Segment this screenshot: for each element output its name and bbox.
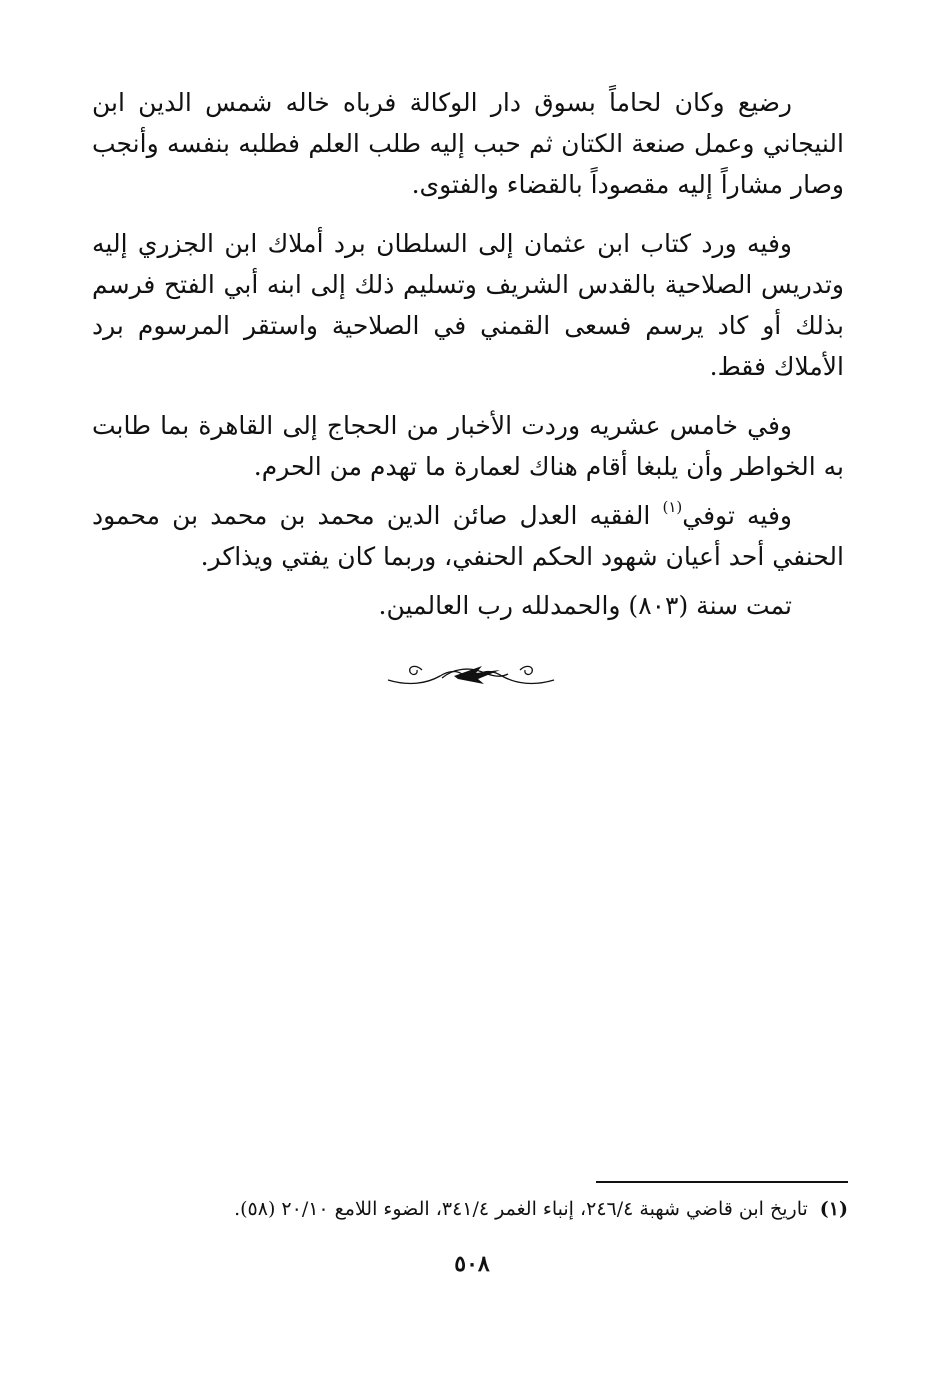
footnote-number: (١): [819, 1198, 848, 1220]
closing-line: تمت سنة (٨٠٣) والحمدلله رب العالمين.: [378, 591, 792, 620]
footnote: [130, 1195, 848, 1223]
page-number: ٥٠٨: [454, 1251, 490, 1277]
footnote-divider: [596, 1181, 848, 1183]
paragraph-text: وفيه توفي: [682, 501, 792, 530]
paragraph: [92, 495, 844, 577]
decorative-flourish-icon: [382, 658, 560, 690]
paragraph: رضيع وكان لحاماً بسوق دار الوكالة فرباه خاله شمس الدين ابن النيجاني وعمل صنعة الكتان ثم حبب إليه طلب العلم فطلبه بنفسه وأنجب وصار مشاراً إليه مقصوداً بالقضاء والفتوى.: [92, 88, 844, 199]
paragraph-text: الفقيه العدل صائن الدين محمد بن محمد بن محمود الحنفي أحد أعيان شهود الحكم الحنفي، وربما كان يفتي ويذاكر.: [92, 501, 844, 571]
paragraph: وفيه ورد كتاب ابن عثمان إلى السلطان برد أملاك ابن الجزري إليه وتدريس الصلاحية بالقدس الشريف وتسليم ذلك إلى ابنه أبي الفتح فرسم بذلك أو كاد يرسم فسعى القمني في الصلاحية واستقر المرسوم برد الأملاك فقط.: [92, 229, 844, 381]
footnote-reference[interactable]: (١): [662, 498, 683, 516]
footnote-text: تاريخ ابن قاضي شهبة ٢٤٦/٤، إنباء الغمر ٣٤١/٤، الضوء اللامع ٢٠/١٠ (٥٨).: [234, 1198, 808, 1220]
main-text: [92, 82, 844, 644]
paragraph: وفي خامس عشريه وردت الأخبار من الحجاج إلى القاهرة بما طابت به الخواطر وأن يلبغا أقام هناك لعمارة ما تهدم من الحرم.: [92, 411, 844, 481]
